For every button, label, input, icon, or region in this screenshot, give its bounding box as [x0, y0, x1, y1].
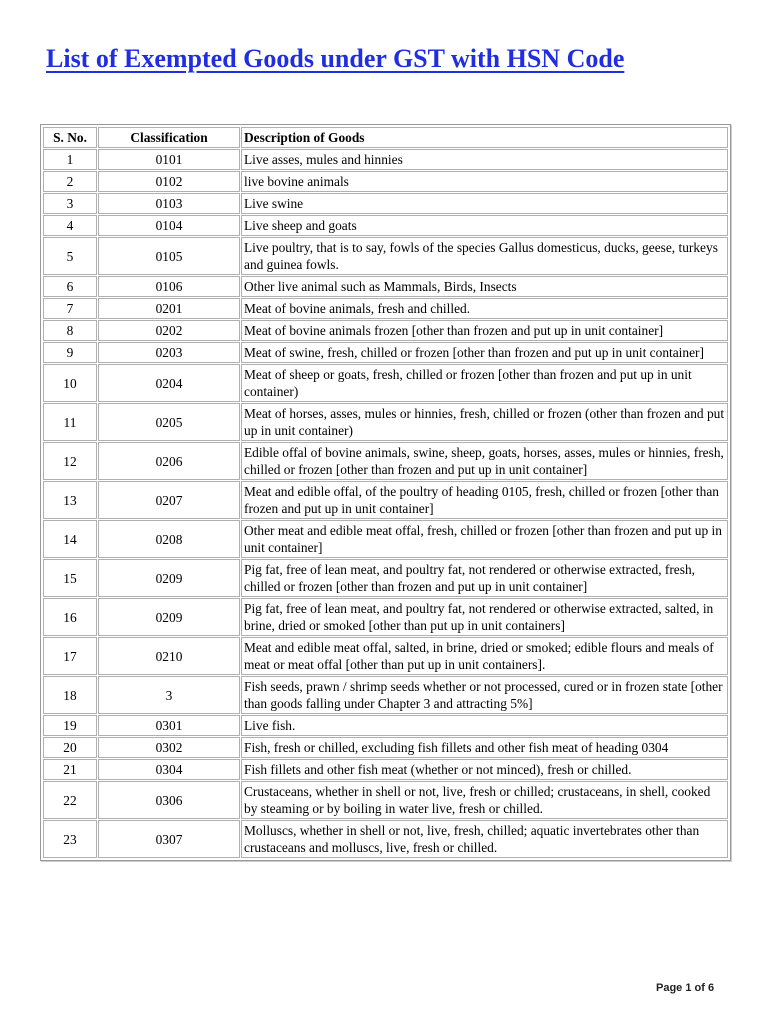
header-serial-number: S. No.: [43, 127, 97, 148]
description-cell: Fish seeds, prawn / shrimp seeds whether or not processed, cured or in frozen state [other than goods falling under Chapter 3 and attracting 5%]: [241, 676, 728, 714]
table-header-row: [43, 127, 728, 148]
classification-cell: 0307: [98, 820, 240, 858]
table-row: [43, 298, 728, 319]
description-cell: Edible offal of bovine animals, swine, sheep, goats, horses, asses, mules or hinnies, fresh, chilled or frozen [other than frozen and put up in unit container]: [241, 442, 728, 480]
classification-cell: 3: [98, 676, 240, 714]
table-row: [43, 481, 728, 519]
description-cell: Pig fat, free of lean meat, and poultry fat, not rendered or otherwise extracted, salted, in brine, dried or smoked [other than put up in unit containers]: [241, 598, 728, 636]
serial-number-cell: 5: [43, 237, 97, 275]
description-cell: Live sheep and goats: [241, 215, 728, 236]
description-cell: Fish, fresh or chilled, excluding fish fillets and other fish meat of heading 0304: [241, 737, 728, 758]
table-row: [43, 364, 728, 402]
table-row: [43, 598, 728, 636]
table-row: [43, 637, 728, 675]
table-row: [43, 237, 728, 275]
page-number: Page 1 of 6: [656, 982, 715, 994]
description-cell: Meat of bovine animals, fresh and chilled.: [241, 298, 728, 319]
serial-number-cell: 18: [43, 676, 97, 714]
classification-cell: 0203: [98, 342, 240, 363]
serial-number-cell: 4: [43, 215, 97, 236]
description-cell: Other meat and edible meat offal, fresh, chilled or frozen [other than frozen and put up in unit container]: [241, 520, 728, 558]
exempted-goods-table: [40, 124, 731, 861]
classification-cell: 0103: [98, 193, 240, 214]
description-cell: live bovine animals: [241, 171, 728, 192]
classification-cell: 0210: [98, 637, 240, 675]
description-cell: Meat of sheep or goats, fresh, chilled or frozen [other than frozen and put up in unit container): [241, 364, 728, 402]
header-classification: Classification: [98, 127, 240, 148]
serial-number-cell: 22: [43, 781, 97, 819]
table-row: [43, 193, 728, 214]
description-cell: Fish fillets and other fish meat (whether or not minced), fresh or chilled.: [241, 759, 728, 780]
classification-cell: 0209: [98, 559, 240, 597]
serial-number-cell: 10: [43, 364, 97, 402]
serial-number-cell: 20: [43, 737, 97, 758]
description-cell: Molluscs, whether in shell or not, live, fresh, chilled; aquatic invertebrates other than crustaceans and molluscs, live, fresh or chilled.: [241, 820, 728, 858]
description-cell: Meat and edible meat offal, salted, in brine, dried or smoked; edible flours and meals of meat or meat offal [other than put up in unit containers].: [241, 637, 728, 675]
description-cell: Live swine: [241, 193, 728, 214]
description-cell: Crustaceans, whether in shell or not, live, fresh or chilled; crustaceans, in shell, cooked by steaming or by boiling in water live, fresh or chilled.: [241, 781, 728, 819]
description-cell: Other live animal such as Mammals, Birds, Insects: [241, 276, 728, 297]
document-title[interactable]: List of Exempted Goods under GST with HSN Code: [46, 44, 625, 73]
classification-cell: 0306: [98, 781, 240, 819]
serial-number-cell: 21: [43, 759, 97, 780]
classification-cell: 0208: [98, 520, 240, 558]
serial-number-cell: 6: [43, 276, 97, 297]
classification-cell: 0206: [98, 442, 240, 480]
table-row: [43, 820, 728, 858]
table-row: [43, 520, 728, 558]
table-row: [43, 676, 728, 714]
description-cell: Pig fat, free of lean meat, and poultry fat, not rendered or otherwise extracted, fresh, chilled or frozen [other than frozen and put up in unit container]: [241, 559, 728, 597]
classification-cell: 0106: [98, 276, 240, 297]
table-row: [43, 171, 728, 192]
header-description: Description of Goods: [241, 127, 728, 148]
classification-cell: 0207: [98, 481, 240, 519]
table-row: [43, 442, 728, 480]
description-cell: Live asses, mules and hinnies: [241, 149, 728, 170]
table-row: [43, 320, 728, 341]
table-row: [43, 759, 728, 780]
classification-cell: 0304: [98, 759, 240, 780]
serial-number-cell: 19: [43, 715, 97, 736]
table-row: [43, 276, 728, 297]
table-row: [43, 737, 728, 758]
serial-number-cell: 23: [43, 820, 97, 858]
classification-cell: 0104: [98, 215, 240, 236]
classification-cell: 0204: [98, 364, 240, 402]
serial-number-cell: 14: [43, 520, 97, 558]
description-cell: Live fish.: [241, 715, 728, 736]
description-cell: Meat of bovine animals frozen [other than frozen and put up in unit container]: [241, 320, 728, 341]
classification-cell: 0301: [98, 715, 240, 736]
classification-cell: 0102: [98, 171, 240, 192]
serial-number-cell: 15: [43, 559, 97, 597]
table-row: [43, 215, 728, 236]
description-cell: Meat of horses, asses, mules or hinnies, fresh, chilled or frozen (other than frozen and put up in unit container): [241, 403, 728, 441]
classification-cell: 0101: [98, 149, 240, 170]
classification-cell: 0105: [98, 237, 240, 275]
serial-number-cell: 2: [43, 171, 97, 192]
serial-number-cell: 16: [43, 598, 97, 636]
description-cell: Meat and edible offal, of the poultry of heading 0105, fresh, chilled or frozen [other than frozen and put up in unit container]: [241, 481, 728, 519]
table-row: [43, 559, 728, 597]
table-row: [43, 781, 728, 819]
description-cell: Live poultry, that is to say, fowls of the species Gallus domesticus, ducks, geese, turkeys and guinea fowls.: [241, 237, 728, 275]
serial-number-cell: 12: [43, 442, 97, 480]
serial-number-cell: 3: [43, 193, 97, 214]
table-row: [43, 342, 728, 363]
table-row: [43, 403, 728, 441]
classification-cell: 0202: [98, 320, 240, 341]
serial-number-cell: 17: [43, 637, 97, 675]
classification-cell: 0209: [98, 598, 240, 636]
serial-number-cell: 9: [43, 342, 97, 363]
serial-number-cell: 13: [43, 481, 97, 519]
classification-cell: 0201: [98, 298, 240, 319]
table-row: [43, 149, 728, 170]
serial-number-cell: 8: [43, 320, 97, 341]
serial-number-cell: 7: [43, 298, 97, 319]
description-cell: Meat of swine, fresh, chilled or frozen [other than frozen and put up in unit container]: [241, 342, 728, 363]
serial-number-cell: 1: [43, 149, 97, 170]
serial-number-cell: 11: [43, 403, 97, 441]
classification-cell: 0302: [98, 737, 240, 758]
classification-cell: 0205: [98, 403, 240, 441]
table-row: [43, 715, 728, 736]
